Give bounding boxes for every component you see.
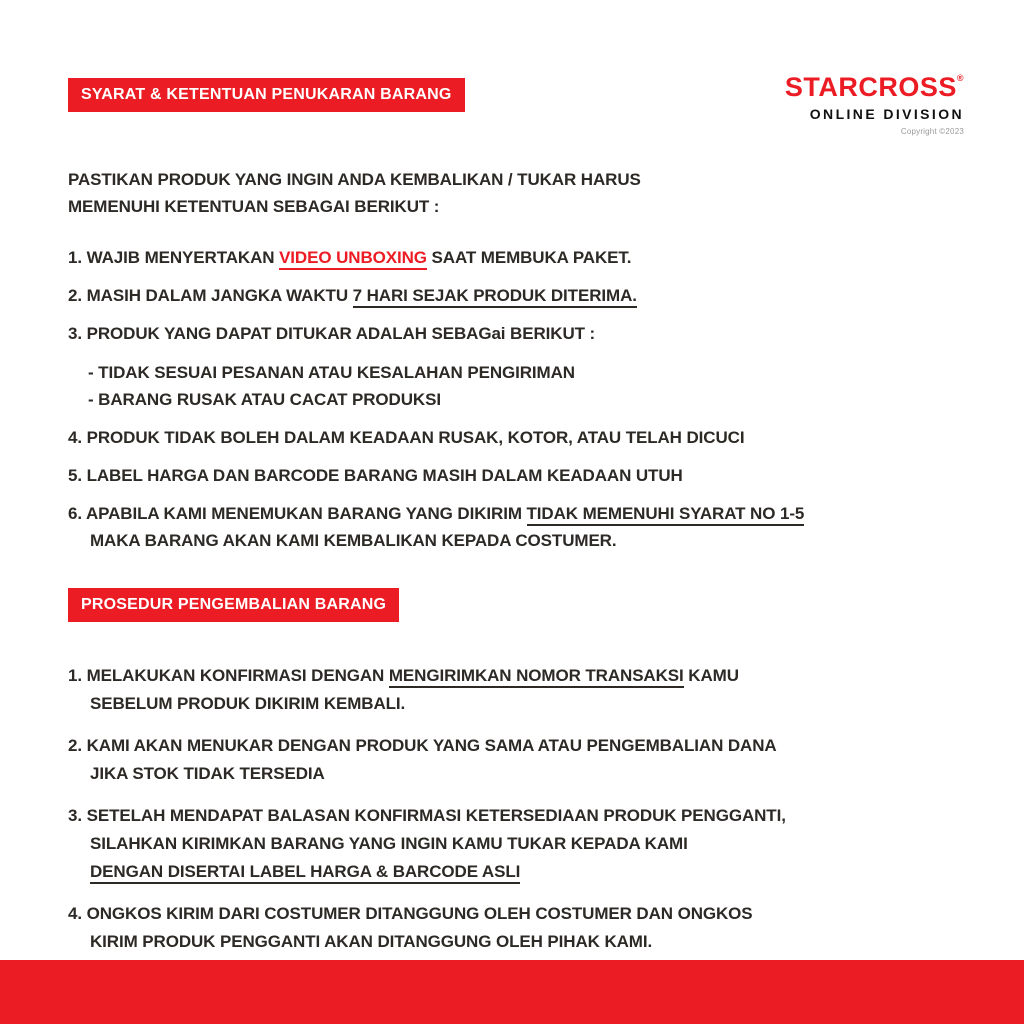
term-2-text-pre: 2. MASIH DALAM JANGKA WAKTU <box>68 286 353 305</box>
brand-logo-text: STARCROSS <box>784 72 957 102</box>
procedure-3-line-2: SILAHKAN KIRIMKAN BARANG YANG INGIN KAMU TUKAR KEPADA KAMI <box>90 834 688 853</box>
terms-list <box>68 244 964 554</box>
term-1-text-pre: 1. WAJIB MENYERTAKAN <box>68 248 280 267</box>
footer-red-bar <box>0 960 1024 1024</box>
brand-copyright: Copyright ©2023 <box>900 127 964 136</box>
term-item-3 <box>68 320 964 413</box>
procedure-item-2 <box>68 732 964 788</box>
procedure-item-3 <box>68 802 964 886</box>
procedure-2-line-2: JIKA STOK TIDAK TERSEDIA <box>90 764 325 783</box>
term-6-underlined-text: TIDAK MEMENUHI SYARAT NO 1-5 <box>527 504 805 526</box>
brand-block <box>785 74 964 136</box>
term-6-line-1 <box>68 500 964 527</box>
header-row <box>68 72 964 136</box>
video-unboxing-link: VIDEO UNBOXING <box>279 248 427 270</box>
term-item-6 <box>68 500 964 554</box>
term-3-sub-2: - BARANG RUSAK ATAU CACAT PRODUKSI <box>88 390 441 409</box>
procedure-3-line-1: 3. SETELAH MENDAPAT BALASAN KONFIRMASI KETERSEDIAAN PRODUK PENGGANTI, <box>68 806 786 825</box>
procedure-list <box>68 662 964 956</box>
procedure-1-text-post: KAMU <box>683 666 739 685</box>
brand-logo <box>785 74 964 101</box>
brand-subtitle: ONLINE DIVISION <box>809 106 964 122</box>
term-3-sublist <box>68 359 964 413</box>
procedure-4-line-1: 4. ONGKOS KIRIM DARI COSTUMER DITANGGUNG OLEH COSTUMER DAN ONGKOS <box>68 904 753 923</box>
procedure-3-underlined-text: DENGAN DISERTAI LABEL HARGA & BARCODE ASLI <box>90 862 520 884</box>
procedure-4-line-2: KIRIM PRODUK PENGGANTI AKAN DITANGGUNG OLEH PIHAK KAMI. <box>90 932 653 951</box>
registered-trademark-mark: ® <box>956 73 964 83</box>
procedure-2-line-1: 2. KAMI AKAN MENUKAR DENGAN PRODUK YANG SAMA ATAU PENGEMBALIAN DANA <box>68 736 777 755</box>
term-6-line-2: MAKA BARANG AKAN KAMI KEMBALIKAN KEPADA COSTUMER. <box>90 531 617 550</box>
procedure-1-line-1 <box>68 662 964 690</box>
terms-section-badge: SYARAT & KETENTUAN PENUKARAN BARANG <box>68 78 465 112</box>
term-item-5: 5. LABEL HARGA DAN BARCODE BARANG MASIH DALAM KEADAAN UTUH <box>68 466 683 485</box>
procedure-section-badge: PROSEDUR PENGEMBALIAN BARANG <box>68 588 399 622</box>
procedure-item-1 <box>68 662 964 718</box>
procedure-item-4 <box>68 900 964 956</box>
intro-line-1: PASTIKAN PRODUK YANG INGIN ANDA KEMBALIKAN / TUKAR HARUS <box>68 170 641 189</box>
term-3-line-1: 3. PRODUK YANG DAPAT DITUKAR ADALAH SEBAGai BERIKUT : <box>68 324 596 343</box>
procedure-3-line-3 <box>68 858 964 886</box>
intro-paragraph <box>68 166 964 220</box>
term-1-text-post: SAAT MEMBUKA PAKET. <box>426 248 632 267</box>
term-item-4: 4. PRODUK TIDAK BOLEH DALAM KEADAAN RUSAK, KOTOR, ATAU TELAH DICUCI <box>68 428 745 447</box>
procedure-1-underlined-text: MENGIRIMKAN NOMOR TRANSAKSI <box>389 666 684 688</box>
procedure-section-header <box>68 588 964 622</box>
intro-line-2: MEMENUHI KETENTUAN SEBAGAI BERIKUT : <box>68 197 440 216</box>
term-6-text-pre: 6. APABILA KAMI MENEMUKAN BARANG YANG DIKIRIM <box>68 504 527 523</box>
term-item-2 <box>68 282 964 309</box>
term-3-sub-1: - TIDAK SESUAI PESANAN ATAU KESALAHAN PENGIRIMAN <box>88 363 575 382</box>
procedure-1-text-pre: 1. MELAKUKAN KONFIRMASI DENGAN <box>68 666 389 685</box>
term-2-underlined-text: 7 HARI SEJAK PRODUK DITERIMA. <box>353 286 637 308</box>
term-item-1 <box>68 244 964 271</box>
procedure-1-line-2: SEBELUM PRODUK DIKIRIM KEMBALI. <box>90 694 406 713</box>
